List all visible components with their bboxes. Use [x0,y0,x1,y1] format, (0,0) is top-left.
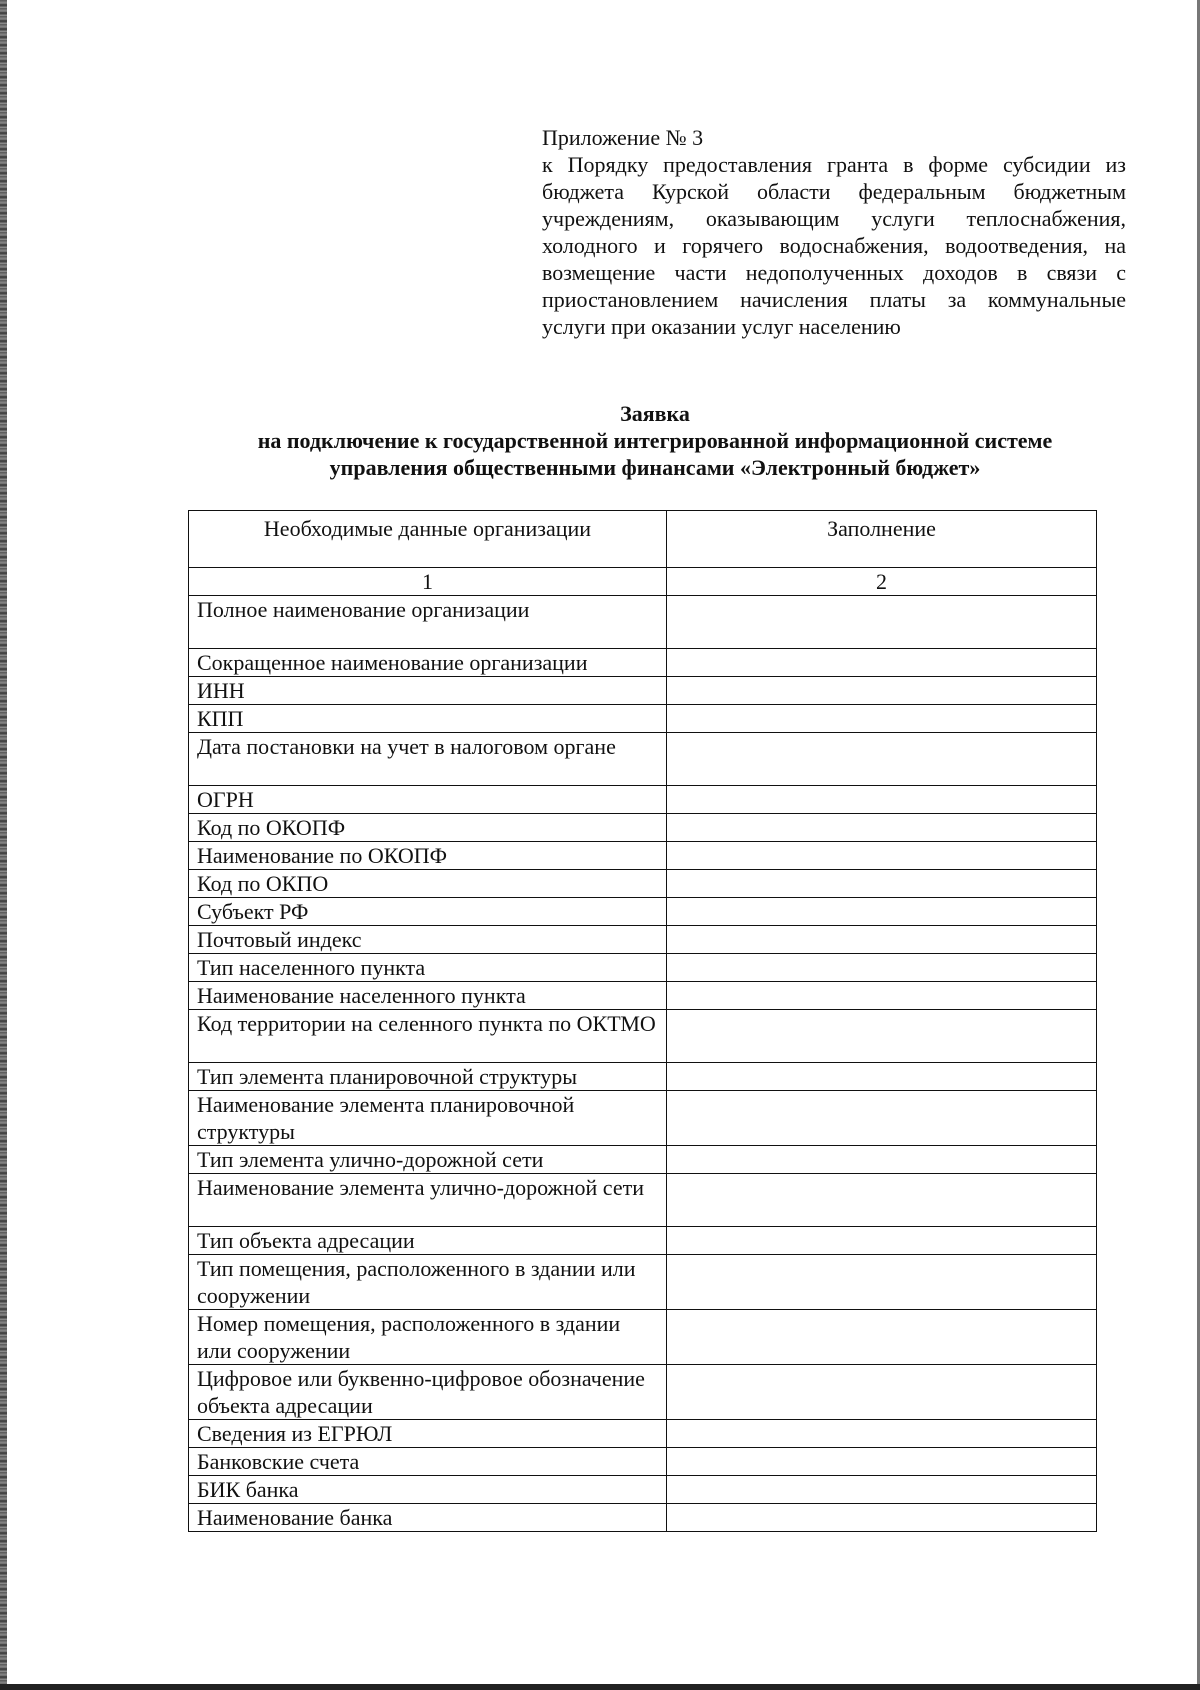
table-row [189,1063,1097,1091]
row-value-field[interactable] [667,1365,1097,1420]
row-label: Сведения из ЕГРЮЛ [189,1420,667,1448]
table-header-row [189,511,1097,568]
table-row [189,1504,1097,1532]
row-value-field[interactable] [667,1227,1097,1255]
row-value-field[interactable] [667,842,1097,870]
scan-edge-bottom [0,1684,1200,1690]
row-label: ИНН [189,677,667,705]
row-label: КПП [189,705,667,733]
table-row [189,954,1097,982]
table-row [189,814,1097,842]
row-label: Код по ОКПО [189,870,667,898]
row-value-field[interactable] [667,1146,1097,1174]
row-label: Банковские счета [189,1448,667,1476]
row-label: ОГРН [189,786,667,814]
document-title [150,400,1160,481]
title-line-2: на подключение к государственной интегрированной информационной системе [257,428,1053,453]
row-label: Тип элемента планировочной структуры [189,1063,667,1091]
row-label: Наименование элемента улично-дорожной сети [189,1174,667,1227]
row-label: Наименование элемента планировочной структуры [189,1091,667,1146]
appendix-text: к Порядку предоставления гранта в форме субсидии из бюджета Курской области федеральным бюджетным учреждениям, оказывающим услуги теплоснабжения, холодного и горячего водоснабжения, водоотведения, на возмещение части недополученных доходов в связи с приостановлением начисления платы за коммунальные услуги при оказании услуг населению [542,152,1126,339]
row-label: Цифровое или буквенно-цифровое обозначение объекта адресации [189,1365,667,1420]
title-line-1: Заявка [620,401,690,426]
row-label: Полное наименование организации [189,596,667,649]
table-row [189,1365,1097,1420]
column-number-row [189,568,1097,596]
row-value-field[interactable] [667,1504,1097,1532]
header-filling: Заполнение [667,511,1097,568]
row-value-field[interactable] [667,898,1097,926]
row-value-field[interactable] [667,1010,1097,1063]
table-row [189,842,1097,870]
scan-edge-left [0,0,7,1690]
table-row [189,926,1097,954]
row-value-field[interactable] [667,982,1097,1010]
row-value-field[interactable] [667,870,1097,898]
table-row [189,1420,1097,1448]
row-value-field[interactable] [667,1174,1097,1227]
row-label: Тип населенного пункта [189,954,667,982]
table-row [189,705,1097,733]
row-value-field[interactable] [667,596,1097,649]
row-value-field[interactable] [667,1448,1097,1476]
row-value-field[interactable] [667,649,1097,677]
row-value-field[interactable] [667,1255,1097,1310]
row-value-field[interactable] [667,1063,1097,1091]
row-value-field[interactable] [667,926,1097,954]
row-label: Тип помещения, расположенного в здании или сооружении [189,1255,667,1310]
row-value-field[interactable] [667,786,1097,814]
column-number-1: 1 [189,568,667,596]
row-label: Номер помещения, расположенного в здании или сооружении [189,1310,667,1365]
table-row [189,1146,1097,1174]
table-row [189,898,1097,926]
row-value-field[interactable] [667,677,1097,705]
table-row [189,733,1097,786]
table-row [189,982,1097,1010]
appendix-number: Приложение № 3 [542,125,704,150]
appendix-block [542,124,1126,340]
row-value-field[interactable] [667,1420,1097,1448]
row-label: Наименование населенного пункта [189,982,667,1010]
table-row [189,1448,1097,1476]
table-row [189,786,1097,814]
row-label: БИК банка [189,1476,667,1504]
table-row [189,1227,1097,1255]
table-row [189,1091,1097,1146]
row-label: Субъект РФ [189,898,667,926]
title-line-3: управления общественными финансами «Электронный бюджет» [329,455,981,480]
header-required-data: Необходимые данные организации [189,511,667,568]
row-value-field[interactable] [667,954,1097,982]
row-label: Почтовый индекс [189,926,667,954]
row-value-field[interactable] [667,1310,1097,1365]
table-row [189,677,1097,705]
row-label: Код территории на селенного пункта по ОКТМО [189,1010,667,1063]
table-row [189,1310,1097,1365]
row-label: Наименование по ОКОПФ [189,842,667,870]
table-row [189,596,1097,649]
application-form-table [188,510,1097,1532]
table-row [189,1174,1097,1227]
table-row [189,1476,1097,1504]
table-row [189,649,1097,677]
row-value-field[interactable] [667,1476,1097,1504]
row-value-field[interactable] [667,1091,1097,1146]
row-value-field[interactable] [667,733,1097,786]
table-row [189,1010,1097,1063]
row-label: Тип элемента улично-дорожной сети [189,1146,667,1174]
row-label: Дата постановки на учет в налоговом органе [189,733,667,786]
table-row [189,870,1097,898]
row-label: Наименование банка [189,1504,667,1532]
column-number-2: 2 [667,568,1097,596]
table-row [189,1255,1097,1310]
row-value-field[interactable] [667,814,1097,842]
row-label: Тип объекта адресации [189,1227,667,1255]
row-value-field[interactable] [667,705,1097,733]
row-label: Код по ОКОПФ [189,814,667,842]
row-label: Сокращенное наименование организации [189,649,667,677]
